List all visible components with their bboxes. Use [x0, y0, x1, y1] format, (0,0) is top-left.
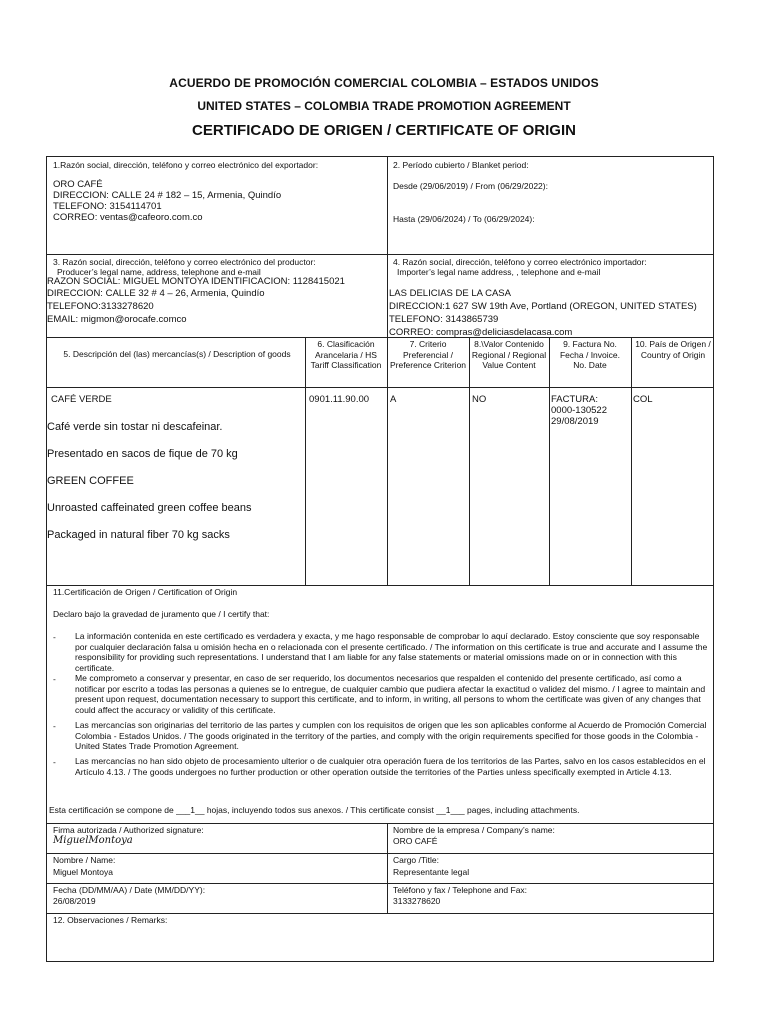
invoice-number: 0000-130522	[551, 405, 607, 416]
exporter-address: DIRECCION: CALLE 24 # 182 – 15, Armenia, Quindío	[53, 190, 282, 201]
signer-name-label: Nombre / Name:	[53, 855, 116, 865]
producer-email: EMAIL: migmon@orocafe.comco	[47, 314, 187, 325]
bullet-dash: -	[53, 721, 56, 731]
importer-label-en: Importer’s legal name address, , telephone and e-mail	[397, 267, 601, 277]
hs-code: 0901.11.90.00	[309, 394, 370, 405]
divider	[549, 337, 550, 585]
goods-name-en: GREEN COFFEE	[47, 475, 134, 487]
divider	[47, 853, 713, 854]
divider	[631, 337, 632, 585]
signature-date: 26/08/2019	[53, 896, 96, 906]
column-header-country: 10. País de Origen / Country of Origin	[635, 339, 711, 360]
exporter-email: CORREO: ventas@cafeoro.com.co	[53, 212, 203, 223]
remarks-label: 12. Observaciones / Remarks:	[53, 915, 168, 925]
goods-packaging: Presentado en sacos de fique de 70 kg	[47, 448, 238, 460]
producer-label-en: Producer’s legal name, address, telephone and e-mail	[57, 267, 261, 277]
bullet-dash: -	[53, 757, 56, 767]
page-title: CERTIFICADO DE ORIGEN / CERTIFICATE OF ORIGIN	[192, 122, 576, 139]
bullet-dash: -	[53, 674, 56, 684]
producer-phone: TELEFONO:3133278620	[47, 301, 154, 312]
column-header-description: 5. Descripción del (las) mercancías(s) / Description of goods	[63, 349, 291, 359]
certificate-form	[46, 156, 714, 962]
column-header-invoice: 9. Factura No. Fecha / Invoice. No. Date	[559, 339, 620, 370]
certification-label: 11.Certificación de Origen / Certification of Origin	[53, 587, 238, 597]
divider	[47, 387, 713, 388]
divider	[305, 337, 306, 585]
date-label: Fecha (DD/MM/AA) / Date (MM/DD/YY):	[53, 885, 206, 895]
column-header-criterion: 7. Criterio Preferencial / Preference Criterion	[389, 339, 467, 370]
goods-name: CAFÉ VERDE	[51, 394, 112, 405]
column-header-rvc: 8.\Valor Contenido Regional / Regional Value Content	[471, 339, 547, 370]
divider	[387, 823, 388, 913]
agreement-title-es: ACUERDO DE PROMOCIÓN COMERCIAL COLOMBIA – ESTADOS UNIDOS	[169, 76, 599, 90]
signer-title-label: Cargo /Title:	[393, 855, 439, 865]
importer-name: LAS DELICIAS DE LA CASA	[389, 288, 511, 299]
blanket-to: Hasta (29/06/2024) / To (06/29/2024):	[393, 214, 535, 224]
phone-fax-label: Teléfono y fax / Telephone and Fax:	[393, 885, 528, 895]
country-of-origin: COL	[633, 394, 653, 405]
bullet-dash: -	[53, 632, 56, 642]
importer-label: 4. Razón social, dirección, teléfono y correo electrónico importador:	[393, 257, 647, 267]
invoice-label: FACTURA:	[551, 394, 598, 405]
divider	[387, 157, 388, 337]
blanket-label: 2. Período cubierto / Blanket period:	[393, 160, 529, 170]
certification-statement-3: Las mercancías son originarias del territorio de las partes y cumplen con los requisitos de origen que les son aplicables conforme al Acuerdo de Promoción Comercial Colombia - Estados Unidos. / The goods originated in the territory of the parties, and comply with the origin requirements specified for those goods in the Colombia - United States Trade Promotion Agreement.	[75, 720, 707, 751]
divider	[47, 585, 713, 586]
certification-pages: Esta certificación se compone de ___1__ hojas, incluyendo todos sus anexos. / This certificate consist __1___ pages, including attachments.	[49, 805, 580, 815]
column-header-hs: 6. Clasificación Arancelaria / HS Tariff Classification	[310, 339, 382, 370]
signature-label: Firma autorizada / Authorized signature:	[53, 825, 204, 835]
divider	[47, 883, 713, 884]
divider	[469, 337, 470, 585]
divider	[47, 913, 713, 914]
exporter-name: ORO CAFÉ	[53, 179, 103, 190]
goods-description: Café verde sin tostar ni descafeinar.	[47, 421, 223, 433]
certification-statement-1: La información contenida en este certificado es verdadera y exacta, y me hago responsable de comprobar lo aquí declarado. Estoy consciente que soy responsable por cualquier declaración falsa u omisión hecha en o relacionada con el presente certificado. / The information on this certificate is true and accurate and I assume the responsibility for providing such representations. I understand that I am liable for any false statements or material omissions made on or in connection with this certificate.	[75, 631, 708, 673]
preference-criterion: A	[390, 394, 397, 405]
producer-name: RAZON SOCIAL: MIGUEL MONTOYA IDENTIFICACION: 1128415021	[47, 276, 345, 287]
regional-value-content: NO	[472, 394, 487, 405]
certification-statement-2: Me comprometo a conservar y presentar, en caso de ser requerido, los documentos necesarios que respalden el contenido del presente certificado, así como a notificar por escrito a todas las personas a quienes se lo entregue, de cualquier cambio que pudiera afectar la exactitud o validez del mismo. / I agree to maintain and present upon request, documentation necessary to support this certificate, and to inform, in writing, all persons to whom the certificate was given of any changes that could affect the accuracy or validity of this certificate.	[75, 673, 706, 715]
phone-fax: 3133278620	[393, 896, 441, 906]
importer-phone: TELEFONO: 3143865739	[389, 314, 499, 325]
importer-email: CORREO: compras@deliciasdelacasa.com	[389, 327, 573, 338]
signer-name: Miguel Montoya	[53, 867, 114, 877]
goods-description-en: Unroasted caffeinated green coffee beans	[47, 502, 252, 514]
exporter-phone: TELEFONO: 3154114701	[53, 201, 162, 212]
agreement-title-en: UNITED STATES – COLOMBIA TRADE PROMOTION AGREEMENT	[197, 99, 571, 113]
divider	[47, 337, 713, 338]
producer-address: DIRECCION: CALLE 32 # 4 – 26, Armenia, Quindío	[47, 288, 265, 299]
certification-intro: Declaro bajo la gravedad de juramento que / I certify that:	[53, 609, 270, 619]
producer-label: 3. Razón social, dirección, teléfono y correo electrónico del productor:	[53, 257, 316, 267]
goods-packaging-en: Packaged in natural fiber 70 kg sacks	[47, 529, 230, 541]
divider	[47, 254, 713, 255]
blanket-from: Desde (29/06/2019) / From (06/29/2022):	[393, 181, 548, 191]
signer-title: Representante legal	[393, 867, 470, 877]
certification-statement-4: Las mercancías no han sido objeto de procesamiento ulterior o de cualquier otra operación fuera de los territorios de las Partes, salvo en los casos establecidos en el Artículo 4.13. / The goods undergoes no further production or other operation outside the territories of the Parties unless specifically exempted in Article 4.13.	[75, 756, 706, 777]
divider	[47, 823, 713, 824]
company-name-label: Nombre de la empresa / Company’s name:	[393, 825, 555, 835]
divider	[387, 337, 388, 585]
invoice-date: 29/08/2019	[551, 416, 599, 427]
company-name: ORO CAFÉ	[393, 836, 438, 846]
exporter-label: 1.Razón social, dirección, teléfono y correo electrónico del exportador:	[53, 160, 319, 170]
signature-image: MiguelMontoya	[53, 835, 133, 846]
importer-address: DIRECCION:1 627 SW 19th Ave, Portland (OREGON, UNITED STATES)	[389, 301, 697, 312]
